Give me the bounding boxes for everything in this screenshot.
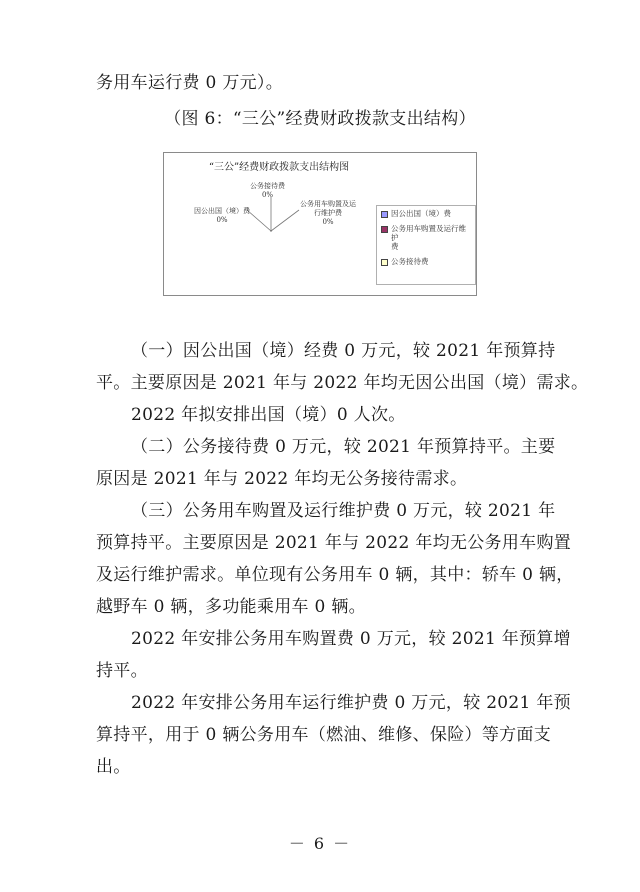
text-line: 平。主要原因是 2021 年与 2022 年均无因公出国（境）需求。	[96, 373, 589, 393]
text-line: 务用车运行费 0 万元）。	[96, 73, 284, 93]
pie-label-abroad-value: 0%	[216, 216, 228, 224]
pie-leader-line-abroad	[247, 210, 271, 231]
figure-caption: （图 6：“三公”经费财政拨款支出结构）	[164, 109, 476, 129]
text-line: 越野车 0 辆，多功能乘用车 0 辆。	[96, 597, 366, 617]
pie-label-reception	[250, 182, 285, 200]
text-line: 2022 年安排公务用车运行维护费 0 万元，较 2021 年预	[131, 693, 571, 713]
pie-label-vehicle-name-2: 行维护费	[314, 209, 342, 217]
text-line: 算持平，用于 0 辆公务用车（燃油、维修、保险）等方面支	[96, 725, 552, 745]
pie-label-reception-name: 公务接待费	[250, 182, 285, 190]
text-line: 2022 年拟安排出国（境）0 人次。	[131, 405, 406, 425]
pie-leader-line-vehicle	[271, 210, 299, 231]
text-line: 及运行维护需求。单位现有公务用车 0 辆，其中：轿车 0 辆，	[96, 565, 574, 585]
pie-label-reception-value: 0%	[261, 191, 274, 199]
pie-chart	[163, 152, 477, 296]
text-line: 2022 年安排公务用车购置费 0 万元，较 2021 年预算增	[131, 629, 571, 649]
pie-center-point	[270, 230, 272, 232]
legend-swatch-abroad	[381, 211, 388, 218]
pie-label-vehicle-value: 0%	[322, 218, 334, 226]
pie-label-abroad	[194, 207, 250, 225]
legend-item-abroad	[381, 209, 471, 218]
legend-label-vehicle-2: 费	[391, 242, 399, 251]
text-line: （三）公务用车购置及运行维护费 0 万元，较 2021 年	[131, 501, 556, 521]
legend-item-reception	[381, 257, 471, 266]
legend-swatch-reception	[381, 259, 388, 266]
text-line: （一）因公出国（境）经费 0 万元，较 2021 年预算持	[131, 341, 556, 361]
pie-label-vehicle-name-1: 公务用车购置及运	[300, 200, 356, 208]
chart-legend	[376, 205, 476, 285]
text-line: 预算持平。主要原因是 2021 年与 2022 年均无公务用车购置	[96, 533, 572, 553]
text-line: 原因是 2021 年与 2022 年均无公务接待需求。	[96, 469, 468, 489]
page-number: － 6 －	[288, 834, 352, 853]
legend-swatch-vehicle	[381, 226, 388, 233]
legend-label-abroad: 因公出国（境）费	[391, 209, 451, 218]
legend-item-vehicle	[381, 224, 471, 251]
text-line: 出。	[96, 757, 131, 777]
text-line: 持平。	[96, 661, 148, 681]
chart-title: “三公”经费财政拨款支出结构图	[208, 162, 350, 173]
legend-label-vehicle	[391, 224, 471, 251]
pie-label-vehicle	[300, 200, 356, 227]
legend-label-reception: 公务接待费	[391, 257, 429, 266]
pie-label-abroad-name: 因公出国（境）费	[194, 207, 250, 215]
text-line: （二）公务接待费 0 万元，较 2021 年预算持平。主要	[131, 437, 556, 457]
legend-label-vehicle-1: 公务用车购置及运行维护	[391, 224, 466, 242]
